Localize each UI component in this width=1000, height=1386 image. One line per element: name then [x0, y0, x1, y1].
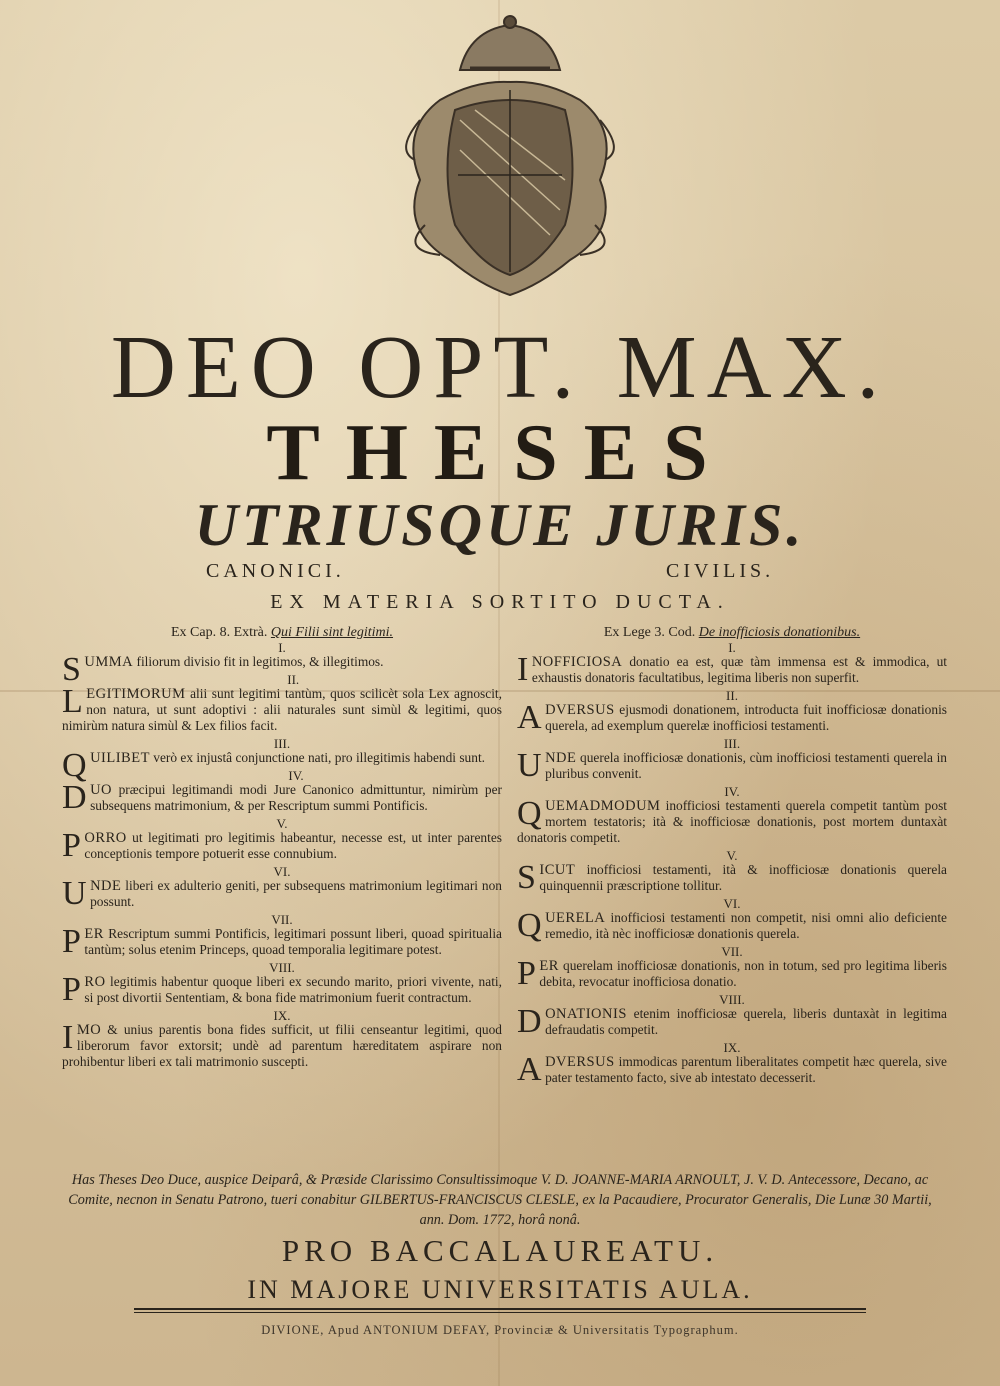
thesis-text: [62, 827, 502, 864]
thesis-opening-word: SUMMA: [62, 651, 134, 688]
thesis-number: VIII.: [269, 960, 295, 975]
utriusque-juris-heading: UTRIUSQUE JURIS.: [194, 492, 806, 558]
thesis-text: [517, 651, 947, 688]
thesis-body: etenim inofficiosæ querela, liberis duntaxàt in legitima defraudatis competit.: [545, 1006, 947, 1037]
thesis-opening-word: INOFFICIOSA: [517, 651, 623, 688]
thesis-opening-word: LEGITIMORUM: [62, 683, 186, 720]
thesis-number: III.: [723, 736, 741, 751]
canon-law-source: [62, 625, 502, 641]
source-title: Qui Filii sint legitimi.: [270, 625, 394, 640]
thesis-body: querela inofficiosæ donationis, cùm inofficiosi testamenti querela in pluribus convenit.: [545, 750, 947, 781]
thesis-opening-word: ADVERSUS: [517, 699, 615, 736]
thesis-text: [62, 779, 502, 816]
thesis-opening-word: SICUT: [517, 859, 576, 896]
thesis-text: [517, 859, 947, 896]
venue: IN MAJORE UNIVERSITATIS AULA.: [247, 1275, 753, 1304]
thesis-opening-word: QUERELA: [517, 907, 606, 944]
civil-law-source: [517, 625, 947, 641]
thesis-opening-word: UNDE: [62, 875, 122, 912]
thesis-text: [62, 683, 502, 734]
canon-theses-list: [62, 641, 502, 1070]
thesis-opening-word: DUO: [62, 779, 113, 816]
civil-law-column: [517, 625, 947, 1089]
thesis-text: [517, 955, 947, 992]
source-title: De inofficiosis donationibus.: [698, 625, 861, 640]
thesis-text: [62, 1019, 502, 1070]
thesis-body: ut legitimati pro legitimis habeantur, necesse est, ut inter parentes conceptionis tempore potuerit esse connubium.: [84, 830, 502, 861]
thesis-number: VII.: [721, 944, 743, 959]
thesis-opening-word: PER: [62, 923, 104, 960]
thesis-number: IV.: [288, 768, 304, 783]
thesis-body: donatio ea est, quæ tàm immensa est & immodica, ut exhaustis donatoris facultatibus, legitima liberis non superfit.: [531, 654, 947, 685]
thesis-text: [517, 795, 947, 846]
source-ref: Ex Cap. 8. Extrà.: [170, 625, 268, 640]
thesis-number: II.: [726, 688, 738, 703]
thesis-number: III.: [273, 736, 291, 751]
thesis-text: [517, 699, 947, 736]
degree-title: PRO BACCALAUREATU.: [281, 1233, 719, 1268]
printer-imprint: DIVIONE, Apud ANTONIUM DEFAY, Provinciæ & Universitatis Typographum.: [261, 1323, 739, 1337]
thesis-text: [517, 1051, 947, 1088]
civil-theses-list: [517, 641, 947, 1086]
thesis-text: [517, 907, 947, 944]
thesis-opening-word: PER: [517, 955, 559, 992]
thesis-opening-word: PORRO: [62, 827, 127, 864]
thesis-text: [517, 747, 947, 784]
thesis-body: legitimis habentur quoque liberi ex secundo marito, priori vivente, nati, si post divortii Sententiam, & bona fide matrimonium fuerit contractum.: [84, 974, 502, 1005]
thesis-opening-word: PRO: [62, 971, 106, 1008]
thesis-text: [62, 875, 502, 912]
defence-statement: Has Theses Deo Duce, auspice Deiparâ, & Præside Clarissimo Consultissimoque V. D. JOANNE-MARIA ARNOULT, J. V. D. Antecessore, Decano, ac Comite, necnon in Senatu Patrono, tueri conabitur GILBERTUS-FRANCISCUS CLESLE, ex la Pacaudiere, Procurator Generalis, Die Lunæ 30 Martii, ann. Dom. 1772, horâ nonâ.: [68, 1172, 932, 1228]
thesis-body: alii sunt legitimi tantùm, quos scilicèt sola Lex agnoscit, non natura, ut sunt adoptivi : alii naturales sunt simùl & legitimi, quos nimirùm natura simùl & Lex filios facit.: [62, 686, 502, 733]
invocation-heading: DEO OPT. MAX.: [110, 318, 890, 417]
thesis-number: VII.: [271, 912, 293, 927]
thesis-opening-word: IMO: [62, 1019, 102, 1056]
thesis-body: inofficiosi testamenti querela competit tantùm post mortem testatoris; ità & inofficiosæ donationis, post mortem duntaxàt donatoris competit.: [517, 798, 947, 845]
thesis-body: liberi ex adulterio geniti, per subsequens matrimonium legitimari non possunt.: [90, 878, 502, 909]
thesis-body: querelam inofficiosæ donationis, non in totum, sed pro legitima liberis debita, revocatur inofficiosa donatio.: [539, 958, 947, 989]
thesis-body: præcipui legitimandi modi Jure Canonico admittuntur, nimirùm per subsequens matrimonium, & per Rescriptum summi Pontificis.: [90, 782, 502, 813]
civilis-label: CIVILIS.: [666, 560, 775, 582]
thesis-body: immodicas parentum liberalitates competit hæc querela, sive pater testamento facto, sive ab intestato decesserit.: [545, 1054, 947, 1085]
canon-law-column: [62, 625, 502, 1073]
thesis-number: I.: [278, 640, 286, 655]
divider-rule-thin: [134, 1312, 866, 1313]
thesis-body: filiorum divisio fit in legitimos, & illegitimos.: [133, 654, 384, 669]
subtitle: EX MATERIA SORTITO DUCTA.: [270, 591, 730, 613]
thesis-opening-word: QUEMADMODUM: [517, 795, 661, 832]
thesis-body: verò ex injustâ conjunctione nati, pro illegitimis habendi sunt.: [149, 750, 486, 765]
thesis-number: IX.: [723, 1040, 741, 1055]
source-ref: Ex Lege 3. Cod.: [603, 625, 696, 640]
thesis-body: Rescriptum summi Pontificis, legitimari possunt liberi, quoad spiritualia tantùm; solus etenim Princeps, quoad temporalia legitimare potest.: [84, 926, 502, 957]
divider-rule: [134, 1308, 866, 1310]
thesis-opening-word: DONATIONIS: [517, 1003, 627, 1040]
thesis-number: IV.: [724, 784, 740, 799]
thesis-body: inofficiosi testamenti, ità & inofficiosæ donationis querela quinquennii præscriptione tollitur.: [539, 862, 947, 893]
thesis-number: V.: [276, 816, 288, 831]
thesis-body: ejusmodi donationem, introducta fuit inofficiosæ donationis querela, ad exemplum querelæ inofficiosi testamenti.: [545, 702, 947, 733]
thesis-text: [62, 971, 502, 1008]
thesis-body: inofficiosi testamenti non competit, nisi omni alio deficiente remedio, ità nèc inofficiosæ donationis querela.: [545, 910, 947, 941]
thesis-number: II.: [287, 672, 300, 687]
thesis-number: VI.: [273, 864, 291, 879]
thesis-number: VI.: [723, 896, 741, 911]
thesis-opening-word: ADVERSUS: [517, 1051, 615, 1088]
coat-of-arms-icon: [380, 10, 640, 300]
thesis-text: [62, 923, 502, 960]
thesis-opening-word: UNDE: [517, 747, 577, 784]
thesis-number: IX.: [273, 1008, 291, 1023]
thesis-number: VIII.: [719, 992, 745, 1007]
thesis-body: & unius parentis bona fides sufficit, ut filii censeantur legitimi, quod liberorum favor extorsit; undè ad parentum hæreditatem aspirare non prohibentur liberi ex tali matrimonio suscepti.: [62, 1022, 502, 1069]
thesis-number: I.: [728, 640, 736, 655]
thesis-text: [517, 1003, 947, 1040]
canonici-label: CANONICI.: [206, 560, 345, 582]
thesis-opening-word: QUILIBET: [62, 747, 150, 784]
theses-heading: THESES: [266, 409, 734, 497]
thesis-number: V.: [726, 848, 738, 863]
